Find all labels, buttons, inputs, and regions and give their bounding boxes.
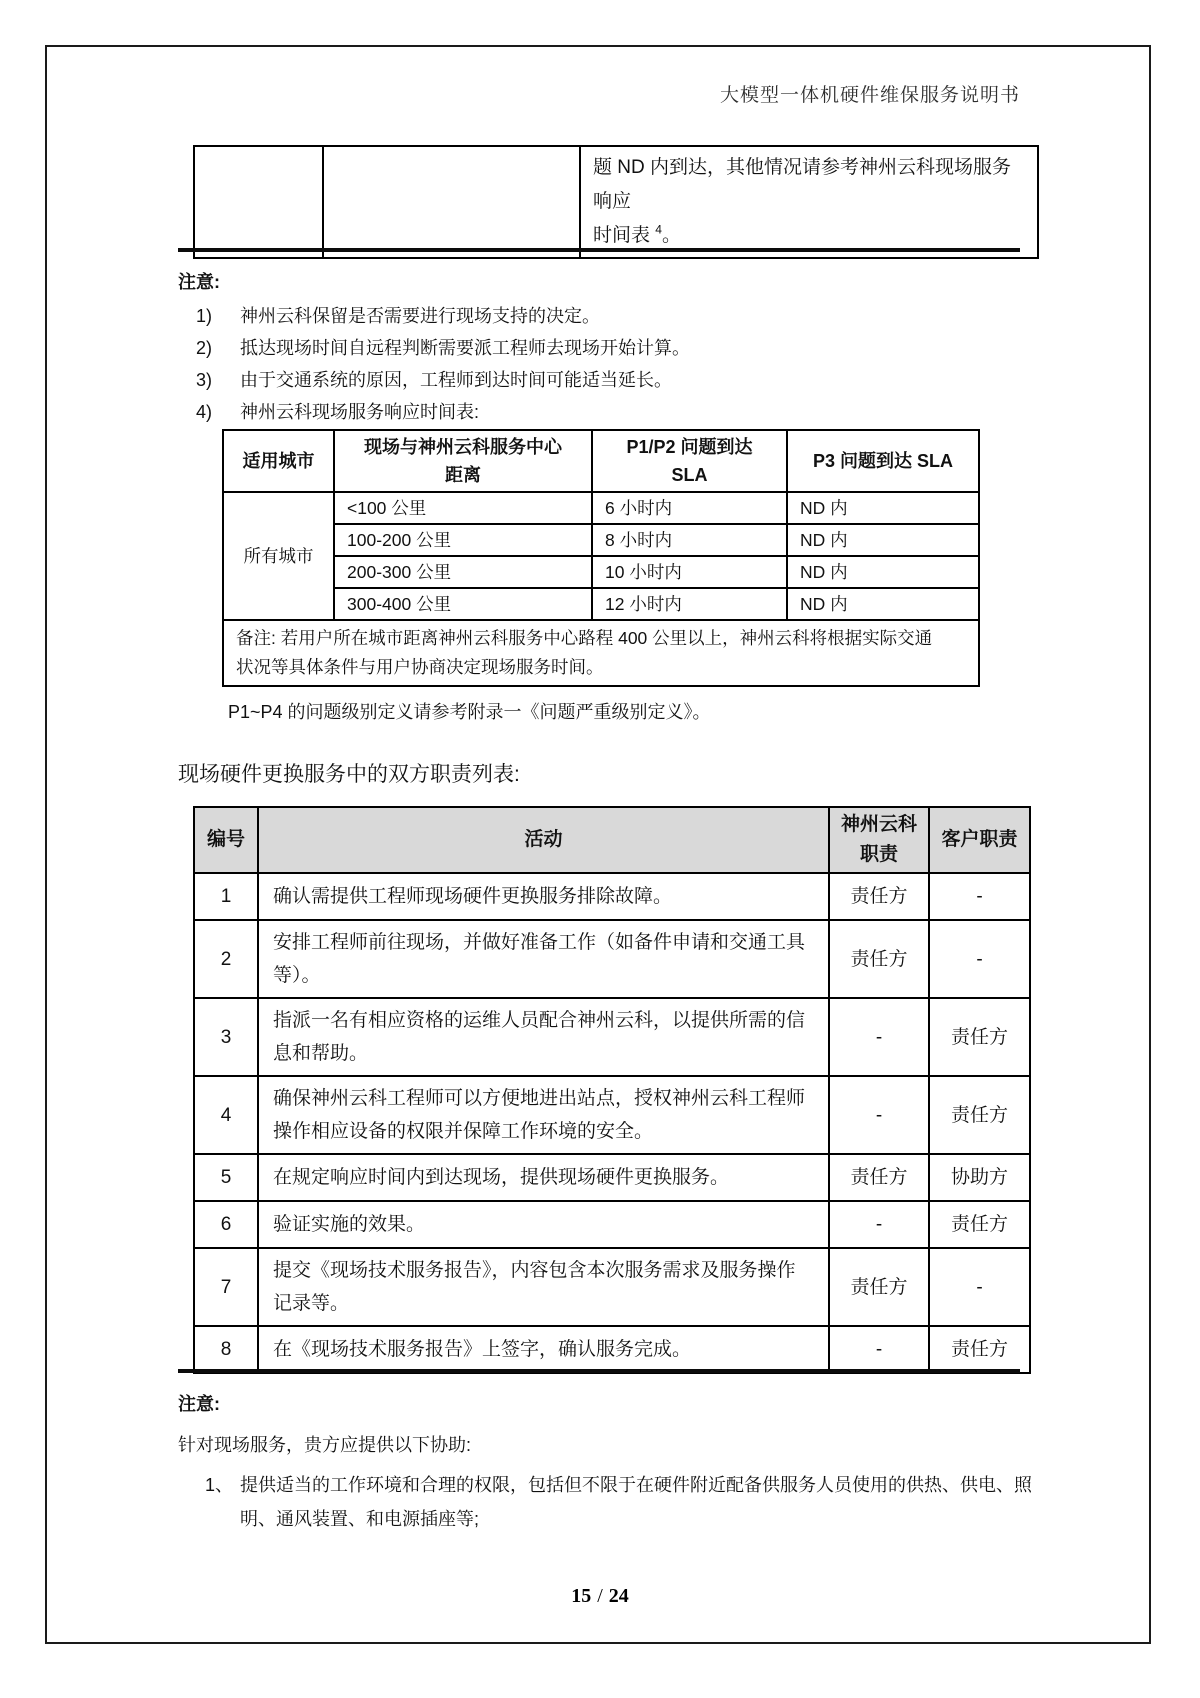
list-item-number: 2) [196,338,213,358]
sla-col-header-p3: P3 问题到达 SLA [787,430,979,492]
resp-no-cell: 8 [194,1326,258,1373]
sla-response-table [222,429,980,687]
resp-customer-cell: 责任方 [929,1201,1030,1248]
continuation-table [193,145,1039,259]
sla-p1p2-cell: 8 小时内 [592,524,787,556]
resp-activity-cell: 在《现场技术服务报告》上签字，确认服务完成。 [258,1326,829,1373]
empty-cell [194,146,323,258]
list-item-text: 提供适当的工作环境和合理的权限，包括但不限于在硬件附近配备供服务人员使用的供热、供电、照明、通风装置、和电源插座等; [240,1475,1032,1529]
sla-p1p2-cell: 6 小时内 [592,492,787,524]
resp-activity-cell: 确保神州云科工程师可以方便地进出站点，授权神州云科工程师操作相应设备的权限并保障工作环境的安全。 [258,1076,829,1154]
list-item-number: 1、 [205,1475,234,1495]
resp-no-cell: 3 [194,998,258,1076]
responsibility-table [193,806,1031,1374]
list-item-text: 抵达现场时间自远程判断需要派工程师去现场开始计算。 [240,338,690,358]
page-number-current: 15 [571,1585,592,1607]
severity-definition-note: P1~P4 的问题级别定义请参考附录一《问题严重级别定义》。 [228,702,711,722]
resp-activity-cell: 安排工程师前往现场，并做好准备工作（如备件申请和交通工具等）。 [258,920,829,998]
resp-vendor-cell: - [829,1201,929,1248]
sla-col-header-p1p2: P1/P2 问题到达 SLA [592,430,787,492]
list-item-text: 神州云科现场服务响应时间表: [240,402,479,422]
resp-customer-cell: 协助方 [929,1154,1030,1201]
continuation-row [194,146,1038,258]
section-divider-top [178,248,1020,252]
sla-p1p2-cell: 12 小时内 [592,588,787,620]
table-row [194,1248,1030,1326]
list-item-number: 1) [196,306,213,326]
notes-bottom-list [178,1468,1034,1536]
sla-p3-cell: ND 内 [787,524,979,556]
resp-customer-cell: - [929,920,1030,998]
sla-remark-row [223,620,979,686]
resp-vendor-cell: 责任方 [829,1154,929,1201]
resp-vendor-cell: 责任方 [829,920,929,998]
section-divider-bottom [178,1369,1020,1373]
resp-vendor-cell: - [829,1076,929,1154]
notes-bottom-intro: 针对现场服务，贵方应提供以下协助: [178,1435,471,1455]
notes-bottom-label: 注意: [178,1394,220,1414]
table-row [194,1154,1030,1201]
resp-activity-cell: 在规定响应时间内到达现场，提供现场硬件更换服务。 [258,1154,829,1201]
list-item [178,396,1028,428]
resp-activity-cell: 指派一名有相应资格的运维人员配合神州云科，以提供所需的信息和帮助。 [258,998,829,1076]
list-item-text: 由于交通系统的原因，工程师到达时间可能适当延长。 [240,370,672,390]
resp-col-header-no: 编号 [194,807,258,873]
table-row [194,1076,1030,1154]
list-item [178,1468,1034,1536]
resp-no-cell: 5 [194,1154,258,1201]
resp-customer-cell: 责任方 [929,1326,1030,1373]
sla-row [223,524,979,556]
sla-p3-cell: ND 内 [787,492,979,524]
list-item-number: 3) [196,370,213,390]
sla-distance-cell: 100-200 公里 [334,524,592,556]
continuation-line2: 时间表 $^4$。 [593,222,681,246]
section-heading: 现场硬件更换服务中的双方职责列表: [178,763,520,786]
sla-row [223,588,979,620]
sla-col-header-city: 适用城市 [223,430,334,492]
responsibility-header-row [194,807,1030,873]
resp-vendor-cell: - [829,1326,929,1373]
footnote-ref: 4 [655,222,662,237]
sla-distance-cell: <100 公里 [334,492,592,524]
list-item-number: 4) [196,402,213,422]
resp-no-cell: 1 [194,873,258,920]
sla-header-row [223,430,979,492]
resp-col-header-vendor: 神州云科 职责 [829,807,929,873]
sla-remark-cell: 备注: 若用户所在城市距离神州云科服务中心路程 400 公里以上，神州云科将根据实际交通 状况等具体条件与用户协商决定现场服务时间。 [223,620,979,686]
notes-top-list [178,300,1028,428]
table-row [194,920,1030,998]
table-row [194,1201,1030,1248]
doc-header-title: 大模型一体机硬件维保服务说明书 [719,85,1020,106]
resp-vendor-cell: 责任方 [829,1248,929,1326]
resp-customer-cell: - [929,873,1030,920]
list-item [178,332,1028,364]
sla-distance-cell: 200-300 公里 [334,556,592,588]
resp-no-cell: 2 [194,920,258,998]
empty-cell [323,146,580,258]
resp-customer-cell: 责任方 [929,998,1030,1076]
sla-city-cell: 所有城市 [223,492,334,620]
table-row [194,873,1030,920]
resp-activity-cell: 提交《现场技术服务报告》，内容包含本次服务需求及服务操作记录等。 [258,1248,829,1326]
sla-row [223,492,979,524]
list-item-text: 神州云科保留是否需要进行现场支持的决定。 [240,306,600,326]
resp-activity-cell: 验证实施的效果。 [258,1201,829,1248]
sla-col-header-distance: 现场与神州云科服务中心 距离 [334,430,592,492]
continuation-text-cell [580,146,1038,258]
resp-col-header-activity: 活动 [258,807,829,873]
resp-vendor-cell: - [829,998,929,1076]
resp-vendor-cell: 责任方 [829,873,929,920]
continuation-line1: 题 ND 内到达，其他情况请参考神州云科现场服务响应 [593,157,1012,212]
page-number-total: 24 [608,1585,629,1607]
sla-p3-cell: ND 内 [787,588,979,620]
resp-col-header-customer: 客户职责 [929,807,1030,873]
list-item [178,364,1028,396]
sla-row [223,556,979,588]
list-item [178,300,1028,332]
resp-customer-cell: 责任方 [929,1076,1030,1154]
resp-no-cell: 6 [194,1201,258,1248]
resp-no-cell: 7 [194,1248,258,1326]
table-row [194,998,1030,1076]
table-row [194,1326,1030,1373]
sla-p3-cell: ND 内 [787,556,979,588]
page-number-separator: / [597,1585,603,1607]
sla-p1p2-cell: 10 小时内 [592,556,787,588]
resp-customer-cell: - [929,1248,1030,1326]
page-number [0,1585,1200,1608]
notes-top-label: 注意: [178,272,220,292]
resp-no-cell: 4 [194,1076,258,1154]
resp-activity-cell: 确认需提供工程师现场硬件更换服务排除故障。 [258,873,829,920]
sla-distance-cell: 300-400 公里 [334,588,592,620]
